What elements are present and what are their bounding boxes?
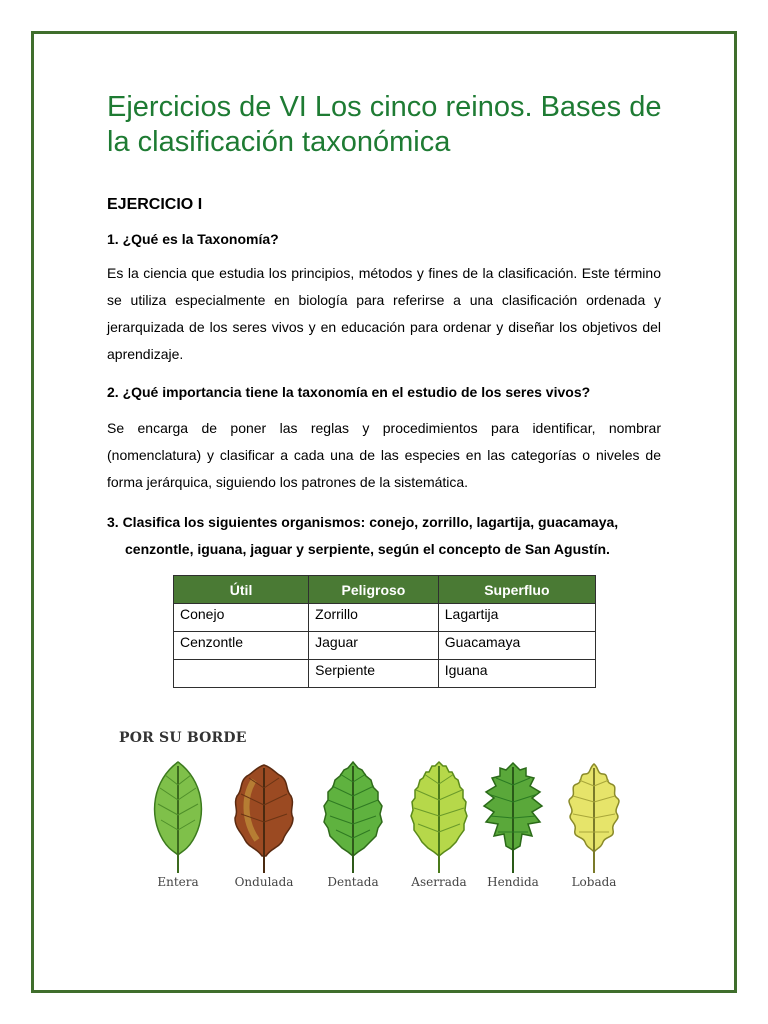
leaf-ondulada-illustration	[229, 760, 299, 875]
header-superfluo: Superfluo	[438, 576, 595, 604]
answer-2: Se encarga de poner las reglas y procedimientos para identificar, nombrar (nomenclatura) y clasificar a cada una de las especies en las categorías o niveles de forma jerárquica, siguiendo los patrones de la sistemática.	[107, 420, 661, 490]
table-cell: Conejo	[174, 604, 309, 632]
leaf-label-ondulada: Ondulada	[234, 875, 294, 889]
table-cell	[174, 660, 309, 688]
question-1: 1. ¿Qué es la Taxonomía?	[107, 231, 279, 247]
table-cell: Guacamaya	[438, 632, 595, 660]
leaf-hendida-illustration	[478, 760, 548, 875]
question-3	[107, 509, 667, 563]
leaf-label-entera: Entera	[157, 875, 199, 889]
question-3-line-2: cenzontle, iguana, jaguar y serpiente, según el concepto de San Agustín.	[125, 541, 610, 557]
table-cell: Cenzontle	[174, 632, 309, 660]
table-cell: Zorrillo	[309, 604, 439, 632]
table-cell: Jaguar	[309, 632, 439, 660]
table-cell: Lagartija	[438, 604, 595, 632]
leaf-label-aserrada: Aserrada	[411, 875, 467, 889]
page-title: Ejercicios de VI Los cinco reinos. Bases de la clasificación taxonómica	[107, 91, 662, 158]
answer-1: Es la ciencia que estudia los principios, métodos y fines de la clasificación. Este término se utiliza especialmente en biología para referirse a una clasificación ordenada y jerarquizada de los seres vivos y en educación para ordenar y diseñar los objetivos del aprendizaje.	[107, 265, 661, 362]
table-cell: Serpiente	[309, 660, 439, 688]
leaf-lobada-illustration	[559, 760, 629, 875]
leaf-entera-illustration	[143, 760, 213, 875]
header-peligroso: Peligroso	[309, 576, 439, 604]
header-util: Útil	[174, 576, 309, 604]
leaf-label-lobada: Lobada	[571, 875, 617, 889]
leaf-label-hendida: Hendida	[487, 875, 539, 889]
table-header-row	[174, 576, 596, 604]
classification-table	[173, 575, 596, 688]
leaf-border-figure	[110, 725, 650, 900]
table-cell: Iguana	[438, 660, 595, 688]
table-row	[174, 632, 596, 660]
leaf-aserrada-illustration	[404, 760, 474, 875]
leaf-label-dentada: Dentada	[327, 875, 379, 889]
question-3-line-1: 3. Clasifica los siguientes organismos: conejo, zorrillo, lagartija, guacamaya,	[107, 514, 619, 530]
exercise-heading: EJERCICIO I	[107, 196, 203, 213]
table-row	[174, 660, 596, 688]
figure-title: POR SU BORDE	[119, 730, 247, 746]
question-2: 2. ¿Qué importancia tiene la taxonomía en el estudio de los seres vivos?	[107, 384, 591, 400]
leaf-dentada-illustration	[318, 760, 388, 875]
table-row	[174, 604, 596, 632]
